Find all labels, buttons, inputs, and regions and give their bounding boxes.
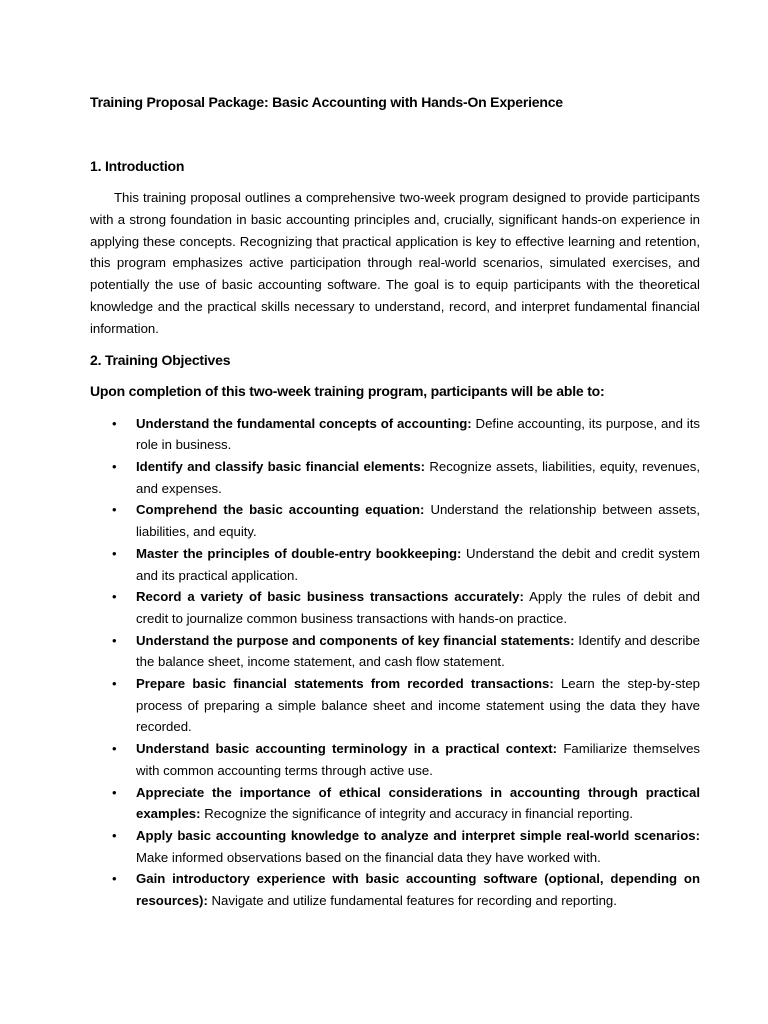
- objective-term: Identify and classify basic financial elements:: [136, 458, 426, 474]
- objective-item: [90, 868, 700, 911]
- bullet-icon: •: [112, 871, 117, 887]
- objective-item: [90, 673, 700, 738]
- objective-item: [90, 825, 700, 868]
- objective-text: Familiarize themselves with common accounting terms through active use.: [136, 741, 700, 778]
- document-title: Training Proposal Package: Basic Accounting with Hands-On Experience: [90, 94, 563, 110]
- bullet-icon: •: [112, 676, 117, 692]
- bullet-icon: •: [112, 415, 117, 431]
- bullet-icon: •: [112, 827, 117, 843]
- objective-item: [90, 543, 700, 586]
- objective-text: Define accounting, its purpose, and its role in business.: [136, 415, 700, 453]
- objective-term: Comprehend the basic accounting equation:: [136, 502, 425, 518]
- document-page: [90, 92, 700, 912]
- objective-term: Gain introductory experience with basic accounting software (optional, depending on resources):: [136, 871, 700, 909]
- objective-term: Understand the fundamental concepts of accounting:: [136, 415, 472, 431]
- objective-text: Recognize the significance of integrity and accuracy in financial reporting.: [204, 806, 634, 822]
- introduction-paragraph: This training proposal outlines a comprehensive two-week program designed to provide participants with a strong foundation in basic accounting principles and, crucially, significant hands-on experience in applying these concepts. Recognizing that practical application is key to effective learning and retention, this program emphasizes active participation through real-world scenarios, simulated exercises, and potentially the use of basic accounting software. The goal is to equip participants with the theoretical knowledge and the practical skills necessary to understand, record, and interpret fundamental financial information.: [90, 190, 700, 336]
- objectives-list: [90, 413, 700, 912]
- objective-text: Understand the debit and credit system and its practical application.: [136, 545, 701, 583]
- objective-text: Navigate and utilize fundamental features for recording and reporting.: [211, 893, 617, 909]
- objective-term: Apply basic accounting knowledge to analyze and interpret simple real-world scenarios:: [136, 827, 700, 843]
- bullet-icon: •: [112, 458, 117, 474]
- objective-text: Recognize assets, liabilities, equity, revenues, and expenses.: [136, 458, 700, 496]
- bullet-icon: •: [112, 545, 117, 561]
- objective-text: Understand the relationship between assets, liabilities, and equity.: [136, 502, 700, 540]
- objective-term: Master the principles of double-entry bookkeeping:: [136, 545, 462, 561]
- introduction-heading: 1. Introduction: [90, 158, 185, 174]
- objective-item: [90, 586, 700, 629]
- objective-term: Understand the purpose and components of key financial statements:: [136, 632, 575, 648]
- objective-term: Understand basic accounting terminology in a practical context:: [136, 741, 558, 757]
- objective-term: Prepare basic financial statements from recorded transactions:: [136, 676, 554, 692]
- objective-term: Record a variety of basic business transactions accurately:: [136, 589, 524, 605]
- bullet-icon: •: [112, 741, 117, 757]
- objective-text: Identify and describe the balance sheet, income statement, and cash flow statement.: [136, 632, 700, 670]
- objective-item: [90, 499, 700, 542]
- objective-text: Learn the step-by-step process of preparing a simple balance sheet and income statement using the data they have recorded.: [136, 676, 701, 735]
- objective-item: [90, 456, 700, 499]
- objective-text: Apply the rules of debit and credit to journalize common business transactions with hands-on practice.: [136, 589, 701, 626]
- objective-item: [90, 782, 700, 825]
- objective-text: Make informed observations based on the financial data they have worked with.: [136, 849, 601, 865]
- objectives-lead: Upon completion of this two-week training program, participants will be able to:: [90, 382, 605, 399]
- bullet-icon: •: [112, 589, 117, 605]
- objectives-heading: 2. Training Objectives: [90, 351, 231, 368]
- objective-term: Appreciate the importance of ethical considerations in accounting through practical examples:: [136, 784, 700, 822]
- bullet-icon: •: [112, 784, 117, 800]
- bullet-icon: •: [112, 502, 117, 518]
- objective-item: [90, 738, 700, 781]
- bullet-icon: •: [112, 632, 117, 648]
- objective-item: [90, 630, 700, 673]
- objective-item: [90, 413, 700, 456]
